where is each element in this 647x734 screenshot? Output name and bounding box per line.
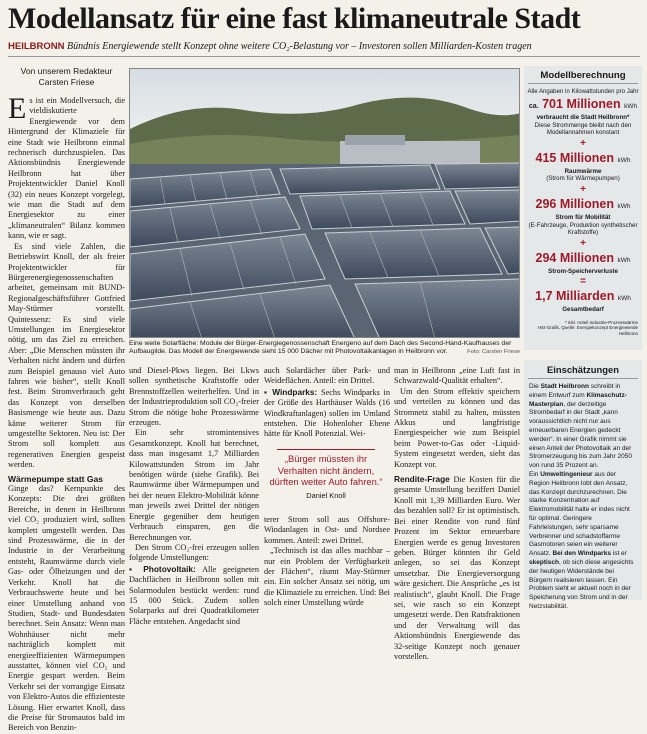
quote-rule [277, 449, 375, 450]
column-3 [264, 366, 390, 440]
paragraph: terer Strom soll aus Offshore-Windanlagen in Ost- und Nordsee kommen. Anteil: zwei Drittel. [264, 515, 390, 545]
subhead: Wärmepumpe statt Gas [8, 473, 103, 484]
divider [8, 56, 640, 57]
text: Ein [529, 470, 541, 478]
calc-sublabel: (Strom für Wärmepumpen) [546, 175, 620, 183]
graphic-source: HSt-Grafik, Quelle: Energiekonzept Energiewende Heilbronn [537, 325, 638, 336]
calc-item [524, 97, 642, 137]
plus-operator: + [580, 183, 586, 195]
caption-text: Eine weite Solarfläche: Module der Bürger-Energiegenossenschaft Energeno auf dem Dach des Second-Hand-Kaufhauses der Aufbaugilde. Das Modell der Energiewende sieht 15 000 Dächer mit Photovoltaikanlagen in Heilbronn vor. [129, 340, 512, 356]
calc-label: verbraucht die Stadt Heilbronn* [536, 114, 630, 121]
paragraph [394, 474, 520, 662]
byline-role: Von unserem Redakteur [20, 66, 113, 76]
calc-unit: kWh [617, 256, 631, 264]
text: Die [529, 383, 541, 390]
quote-author: Daniel Knoll [306, 490, 346, 500]
lead-in: Windparks: [272, 386, 318, 397]
text-bold: Bei den Windparks [552, 550, 611, 558]
column-2 [129, 366, 259, 627]
paragraph: Den Strom CO₂-frei erzeugen sollen folgende Umstellungen: [129, 542, 259, 563]
plus-operator: + [580, 137, 586, 149]
calc-label: Gesamtbedarf [562, 306, 604, 314]
calc-unit: kWh [617, 295, 631, 303]
approx-label: ca. [528, 103, 539, 110]
subhead: Rendite-Frage [394, 474, 450, 485]
lead-in: Photovoltaik: [143, 563, 196, 574]
calc-label: Strom für Mobilität [555, 213, 611, 221]
paragraph: man in Heilbronn „eine Luft fast in Schwarzwald-Qualität erhalten“. [394, 366, 520, 386]
graphic-footnote [524, 320, 638, 337]
calc-label: Raumwärme [564, 167, 602, 175]
units-note: Alle Angaben in Kilowattstunden pro Jahr [527, 88, 639, 95]
calc-value: 1,7 Milliarden [535, 289, 615, 304]
paragraph [529, 471, 637, 612]
model-calculation-box [524, 66, 642, 350]
text-bold: Klimaschutz-Masterplan [529, 391, 627, 408]
column-3-continued [264, 515, 390, 609]
calc-unit: kWh [624, 103, 638, 110]
photo-credit: Foto: Carsten Friese [467, 349, 520, 356]
paragraph: und Diesel-Pkws liegen. Bei Lkws sollen synthetische Kraftstoffe oder Brennstoffzellen weiterhelfen. Und in der Industrieproduktion soll CO₂-freier Strom die nötige hohe Prozesswärme erzeugen. [129, 366, 259, 428]
paragraph-text: Die Kosten für die gesamte Umstellung beziffert Daniel Knoll mit 1,39 Milliarden Euro. Wer das bezahlen soll? Er ist optimistisch. Bei einer Rendite von rund fünf Prozent im Sektor erneuerbare Energien werde es genug Investoren geben. Bürger könnten ihr Geld anlegen, so sei das Konzept umsetzbar. Die Energieversorgung wäre gesichert. Die Ansprüche „es ist realistisch“, glaubt Knoll. Die Frage sei, wie rasch so ein Konzept umgesetzt werde. Den Ratsfraktionen und der Verwaltung will das Aktionsbündnis Energiewende das 32-seitige Konzept noch genauer vorstellen. [394, 475, 520, 661]
paragraph: „Technisch ist das alles machbar – nur ein Problem der Verfügbarkeit der Flächen“, räumt May-Stürmer ein. Ein solcher Ansatz sei nötig, um die Klimaziele zu erreichen. Und: Bei solch einer Umstellung würde [264, 546, 390, 608]
calc-item [524, 151, 642, 183]
paragraph-text: Sechs Windparks in der Größe des Harthäuser Walds (16 Windkraftanlagen) sollen im Umland entstehen. Die Hohenloher Ebene hätte für Knoll Potenzial. Wei- [264, 387, 390, 439]
box-title: Einschätzungen [528, 360, 638, 379]
subline [8, 40, 640, 53]
assessments-box [524, 360, 642, 610]
plus-operator: + [580, 237, 586, 249]
footnote: * inkl. Anteil Industrie-Prozesswärme [564, 319, 638, 325]
drop-cap: E [8, 92, 27, 125]
text: aus der Region Heilbronn lobt den Ansatz, das Konzept durchzurechnen. Die starke Konzentration auf Elektromobilität halte er indes nicht für optimal. Geringere Fahrleistungen, sehr sparsame Verbrenner und schadstoffarme Gasmotoren seien ein weiterer Ansatz. [529, 470, 630, 558]
paragraph: Um den Strom effektiv speichern und verteilen zu können und das Stromnetz stabil zu halten, müssten Akkus und langfristige Energiespeicher wie zum Beispiel beim Power-to-Gas oder -Liquid-System eingesetzt werden, sieht das Konzept vor. [394, 386, 520, 469]
calc-item [524, 197, 642, 237]
text: schreibt in einem Entwurf zum [529, 383, 621, 399]
paragraph [529, 383, 637, 471]
photo-caption [129, 340, 520, 357]
byline-author: Carsten Friese [38, 77, 95, 87]
solar-panels-image [130, 69, 520, 338]
text: , der derzeitige Strombedarf in der Stadt „kann voraussichtlich nicht nur aus erneuerbaren Energien gedeckt werden“. In einer Grafik nimmt sie einen Anteil der Photovoltaik an der Stromerzeugung bis zum Jahr 2050 von rund 35 Prozent an. [529, 400, 632, 470]
text: , ob sich diese angesichts der heutigen Widerstände bei Bürgern realisieren lassen. Ein Problem sieht er aktuell noch in der Speicherung von Strom und in der Netzstabilität. [529, 558, 634, 610]
text: ist er [610, 550, 627, 558]
column-1 [8, 66, 125, 734]
text-bold: Stadt Heilbronn [540, 383, 589, 390]
calc-sublabel: (E-Fahrzeuge, Produktion synthetischer Kraftstoffe) [528, 221, 638, 237]
paragraph: auch Solardächer über Park- und Weideflächen. Anteil: ein Drittel. [264, 366, 390, 386]
dek: Bündnis Energiewende stellt Konzept ohne weitere CO₂-Belastung vor – Investoren sollen Milliarden-Kosten tragen [66, 41, 532, 52]
paragraph: Es sind viele Zahlen, die Betriebswirt Knoll, der als freier Projektentwickler für Bürgerenergiegenossenschaften arbeitet, gemeinsam mit BUND-Regionalgeschäftsführer Gottfried May-Stürmer vorstellt. Quintessenz: Es sind viele Umstellungen im Energiesektor nötig, um das Ziel zu erreichen. Aber: „Die Menschen müssten ihr Verhalten nicht ändern und dürfen zum Beispiel genauso viel Auto fahren wie bisher“, stellt Knoll fest. Beim Stromverbrauch geht das Konzept von derselben Basismenge wie heute aus. Dazu käme weiterer Strom für umgestellte Sektoren. Neu ist: Der Strom soll komplett aus regenerativen Energien gespeist werden. [8, 241, 125, 470]
paragraph-text: Alle geeigneten Dachflächen in Heilbronn sollen mit Solarmodulen bestückt werden: rund 15 000 Stück. Zudem sollen Solarparks auf drei Quadratkilometer Fläche entstehen. Angedacht sind [129, 564, 259, 626]
calc-value: 296 Millionen [535, 196, 614, 211]
text-bold: skeptisch [529, 558, 559, 566]
calc-label: Strom-Speicherverluste [548, 267, 618, 275]
paragraph: ▪ Photovoltaik: Alle geeigneten Dachflächen in Heilbronn sollen mit Solarmodulen bestückt werden: rund 15 000 Stück. Zudem sollen Solarparks auf drei Quadratkilometer Fläche entstehen. Angedacht sind [129, 563, 259, 626]
paragraph: Ein sehr stromintensives Gesamtkonzept. Knoll hat berechnet, dass man insgesamt 1,7 Milliarden Kilowattstunden Strom im Jahr benötigen würde (siehe Grafik). Bei Raumwärme über Wärmepumpen und bei der neuen Elektro-Mobilität könne man jeweils zwei Drittel der nötigen Energie gegenüber dem heutigen Verbrauch einsparen, gen die Berechnungen vor. [129, 428, 259, 542]
calc-unit: kWh [617, 202, 631, 210]
column-4 [394, 366, 520, 662]
dateline: HEILBRONN [8, 41, 65, 52]
byline [8, 66, 125, 88]
calc-item [524, 251, 642, 276]
calc-total [524, 289, 642, 314]
paragraph [8, 92, 125, 242]
calc-unit: kWh [617, 156, 631, 164]
headline: Modellansatz für eine fast klimaneutrale Stadt [8, 2, 581, 35]
assessments-text [524, 379, 642, 616]
solar-roof-photo [129, 68, 520, 338]
pull-quote [267, 446, 385, 500]
calc-value: 701 Millionen [542, 97, 621, 111]
equals-operator: = [580, 276, 586, 288]
paragraph: Ginge das? Kernpunkte des Konzepts: Die drei größten Bereiche, in denen in Heilbronn viel CO₂ produziert wird, sollten komplett umgestellt werden. Das sind Prozesswärme, die in der Industrie in der Verarbeitung entsteht, Raumwärme durch viele Gas- oder Ölheizungen und der Verkehr. Knoll hat die Verbrauchswerte heute und bei einer Umstellung anhand von Studien, Stadt- und Bundesdaten berechnet. Sein Ansatz: Wenn man Wohnhäuser nicht mehr nachträglich komplett mit energieeffizienten Wärmepumpen ausstattet, können viel CO₂ und Energie gespart werden. Beim Verkehr sei der vorrangige Einsatz von Elektro-Autos die effizienteste Lösung. Hier erwartet Knoll, dass die Preise für Stromautos bald im Bereich von Benzin- [8, 484, 125, 733]
calc-value: 415 Millionen [535, 150, 614, 165]
box-title: Modellberechnung [528, 66, 638, 84]
calc-sublabel: Diese Strommenge bleibt nach den Modellannahmen konstant [534, 121, 632, 137]
paragraph-text: s ist ein Modellversuch, die vieldiskutierte Energiewende vor dem Hintergrund der Klimaziele für eine Stadt wie Heilbronn einmal rechnerisch durchzuspielen. Das Aktionsbündnis Energiewende Heilbronn hat über Projektentwickler Daniel Knoll (32) ein neues Konzept vorgelegt, wie man die Stadt auf dem Energiesektor zu einer „klimaneutralen“ Bilanz kommen kann, wie er sagt. [8, 96, 125, 241]
quote-text: „Bürger müssten ihr Verhalten nicht ändern, dürften weiter Auto fahren.“ [269, 453, 383, 487]
calc-value: 294 Millionen [535, 250, 614, 265]
paragraph: ▪ Windparks: Sechs Windparks in der Größe des Harthäuser Walds (16 Windkraftanlagen) sollen im Umland entstehen. Die Hohenloher Ebene hätte für Knoll Potenzial. Wei- [264, 386, 390, 439]
text-bold: Umweltingenieur [540, 470, 593, 478]
